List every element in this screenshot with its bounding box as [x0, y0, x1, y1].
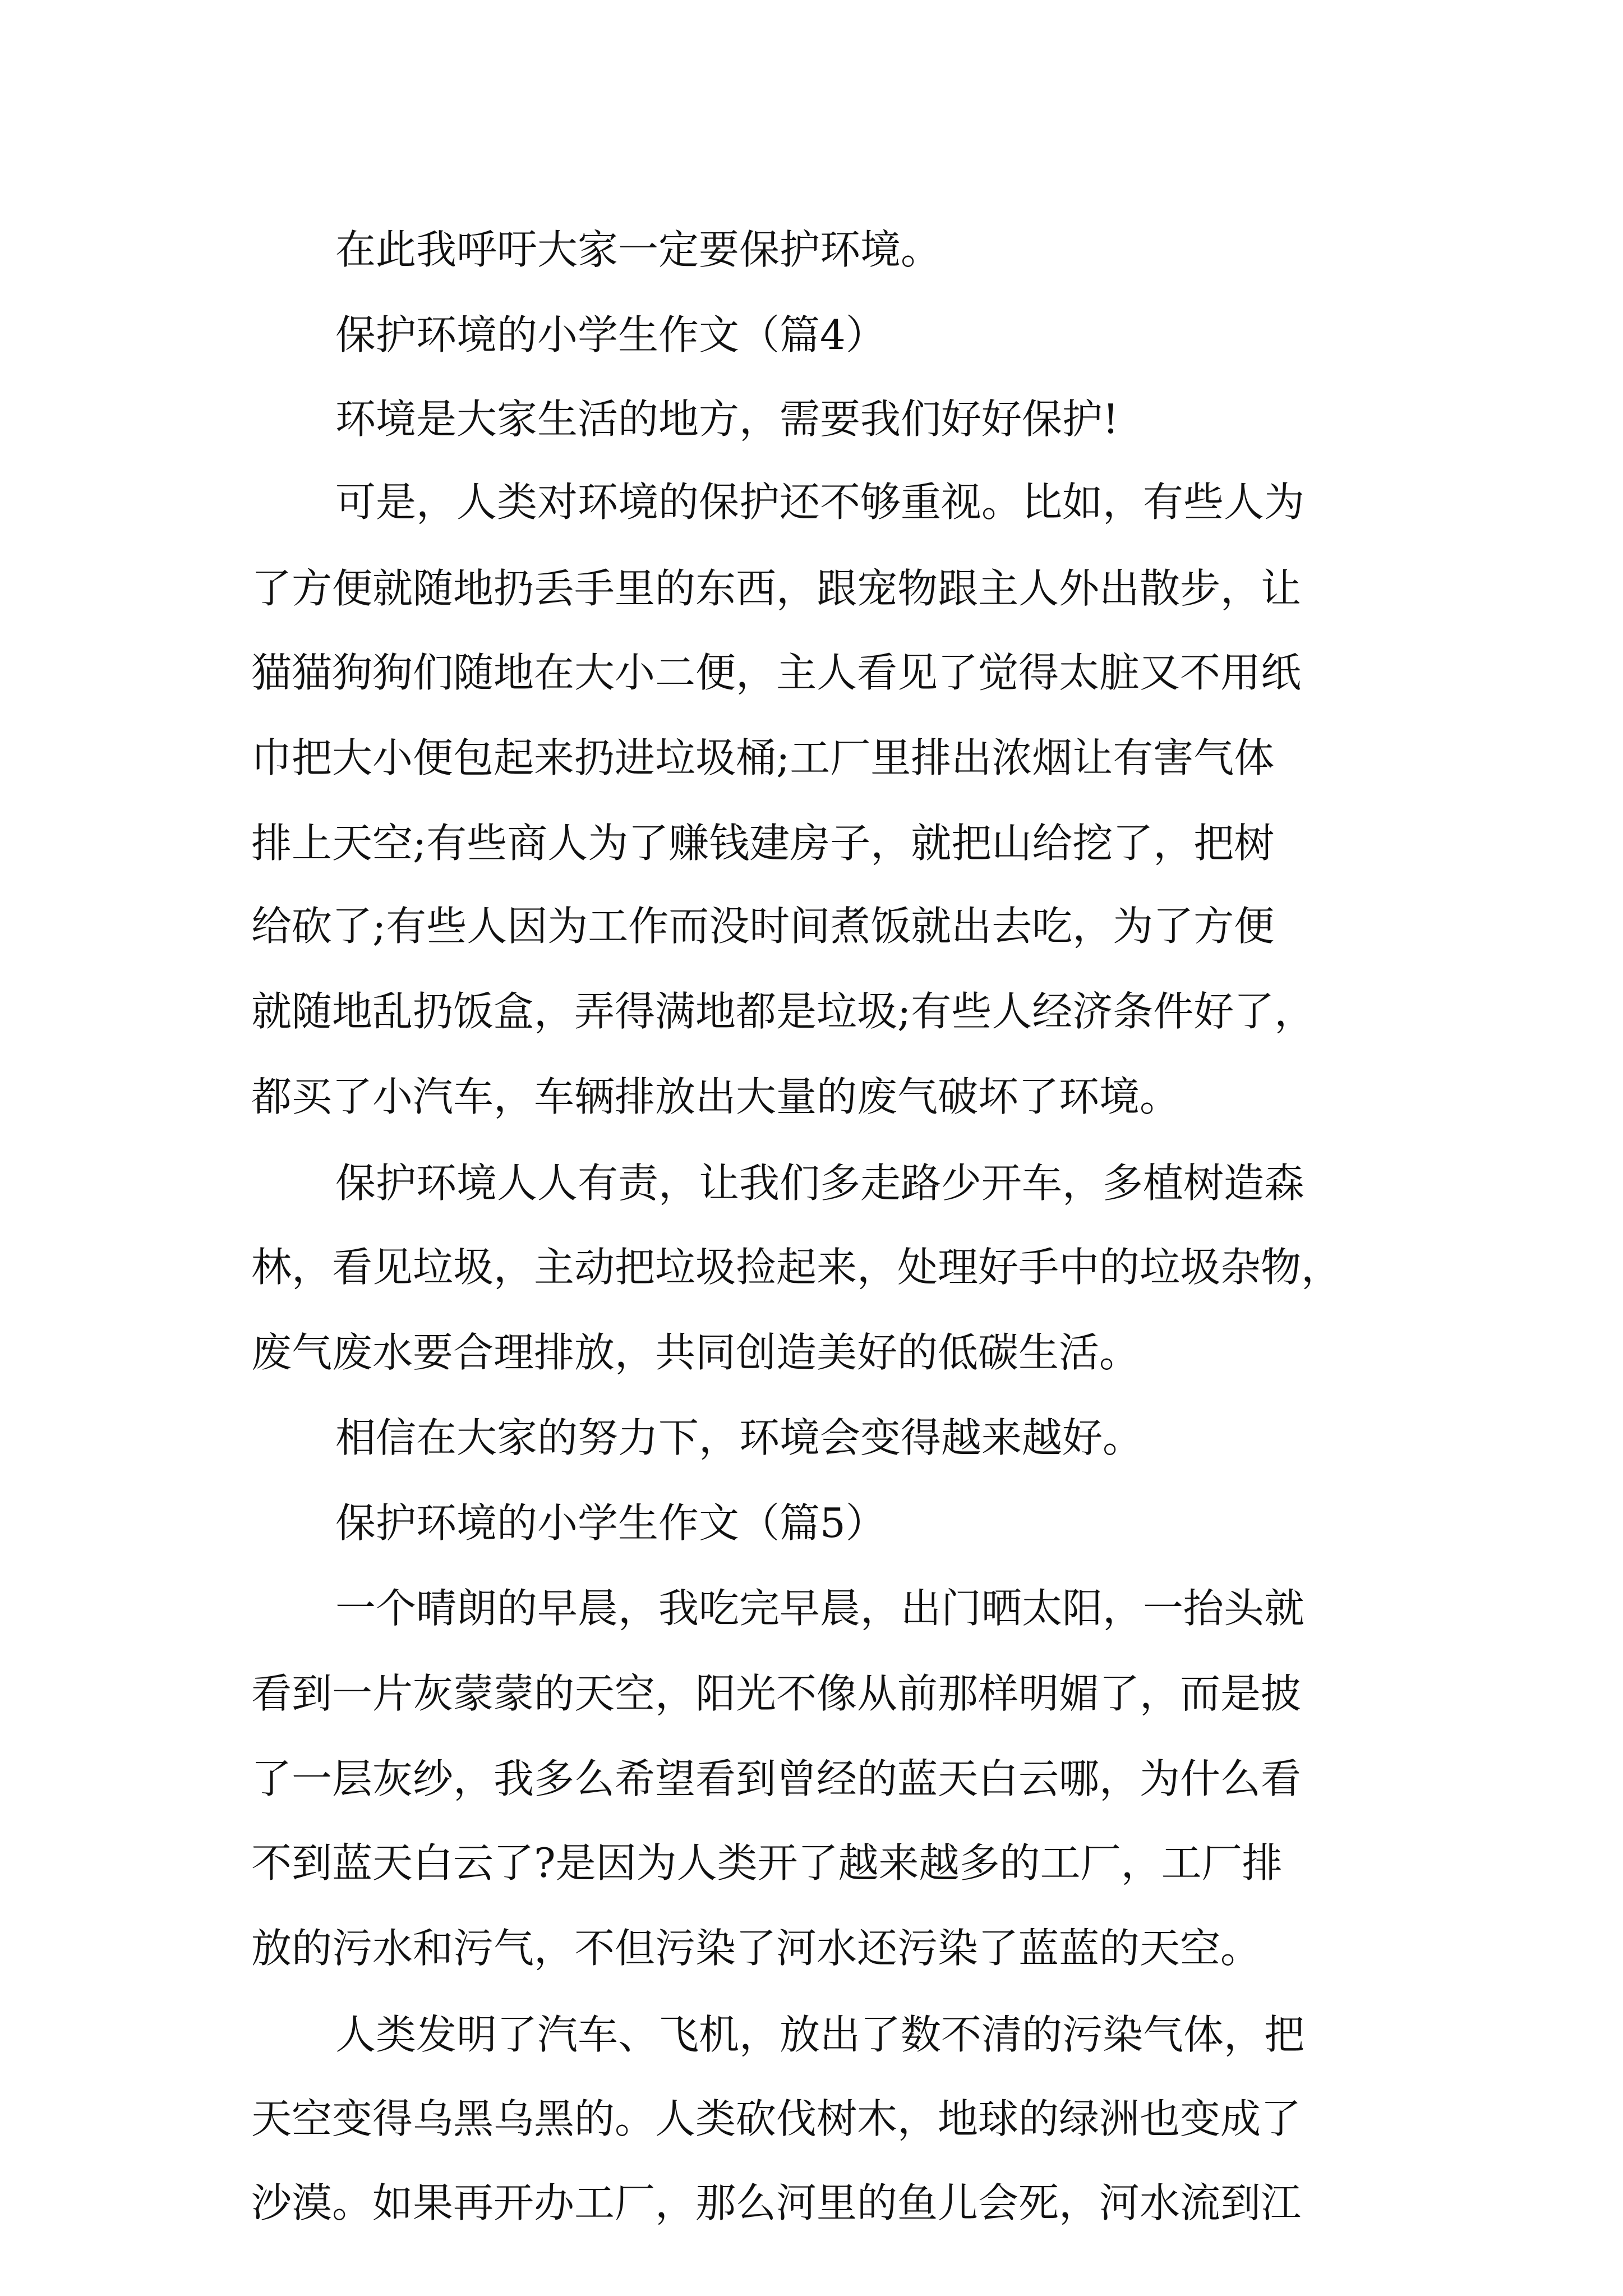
text-line: 一个晴朗的早晨，我吃完早晨，出门晒太阳，一抬头就 [335, 1585, 1305, 1632]
text-line: 废气废水要合理排放，共同创造美好的低碳生活。 [251, 1329, 1140, 1376]
text-line: 林，看见垃圾，主动把垃圾捡起来，处理好手中的垃圾杂物， [251, 1244, 1342, 1291]
text-line: 猫猫狗狗们随地在大小二便，主人看见了觉得太脏又不用纸 [251, 649, 1302, 696]
text-line: 在此我呼吁大家一定要保护环境。 [335, 226, 942, 273]
text-line: 相信在大家的努力下，环境会变得越来越好。 [335, 1414, 1144, 1461]
text-line: 排上天空;有些商人为了赚钱建房子，就把山给挖了，把树 [251, 820, 1275, 867]
text-line: 放的污水和污气，不但污染了河水还污染了蓝蓝的天空。 [251, 1925, 1261, 1972]
section-heading: 保护环境的小学生作文（篇4） [335, 311, 886, 358]
text-line: 看到一片灰蒙蒙的天空，阳光不像从前那样明媚了，而是披 [251, 1670, 1302, 1717]
text-line: 都买了小汽车，车辆排放出大量的废气破坏了环境。 [251, 1073, 1181, 1120]
text-line: 可是，人类对环境的保护还不够重视。比如，有些人为 [335, 478, 1305, 526]
text-line: 环境是大家生活的地方，需要我们好好保护! [335, 395, 1119, 443]
text-line: 了一层灰纱，我多么希望看到曾经的蓝天白云哪，为什么看 [251, 1755, 1302, 1802]
text-line: 人类发明了汽车、飞机，放出了数不清的污染气体，把 [335, 2011, 1305, 2058]
text-line: 天空变得乌黑乌黑的。人类砍伐树木，地球的绿洲也变成了 [251, 2095, 1302, 2142]
text-line: 就随地乱扔饭盒，弄得满地都是垃圾;有些人经济条件好了， [251, 988, 1315, 1035]
text-line: 给砍了;有些人因为工作而没时间煮饭就出去吃，为了方便 [251, 903, 1275, 950]
section-heading: 保护环境的小学生作文（篇5） [335, 1499, 886, 1547]
text-line: 了方便就随地扔丢手里的东西，跟宠物跟主人外出散步，让 [251, 565, 1302, 612]
text-line: 沙漠。如果再开办工厂，那么河里的鱼儿会死，河水流到江 [251, 2179, 1302, 2226]
text-line: 不到蓝天白云了?是因为人类开了越来越多的工厂，工厂排 [251, 1839, 1283, 1887]
text-line: 巾把大小便包起来扔进垃圾桶;工厂里排出浓烟让有害气体 [251, 734, 1275, 781]
text-line: 保护环境人人有责，让我们多走路少开车，多植树造森 [335, 1159, 1305, 1207]
